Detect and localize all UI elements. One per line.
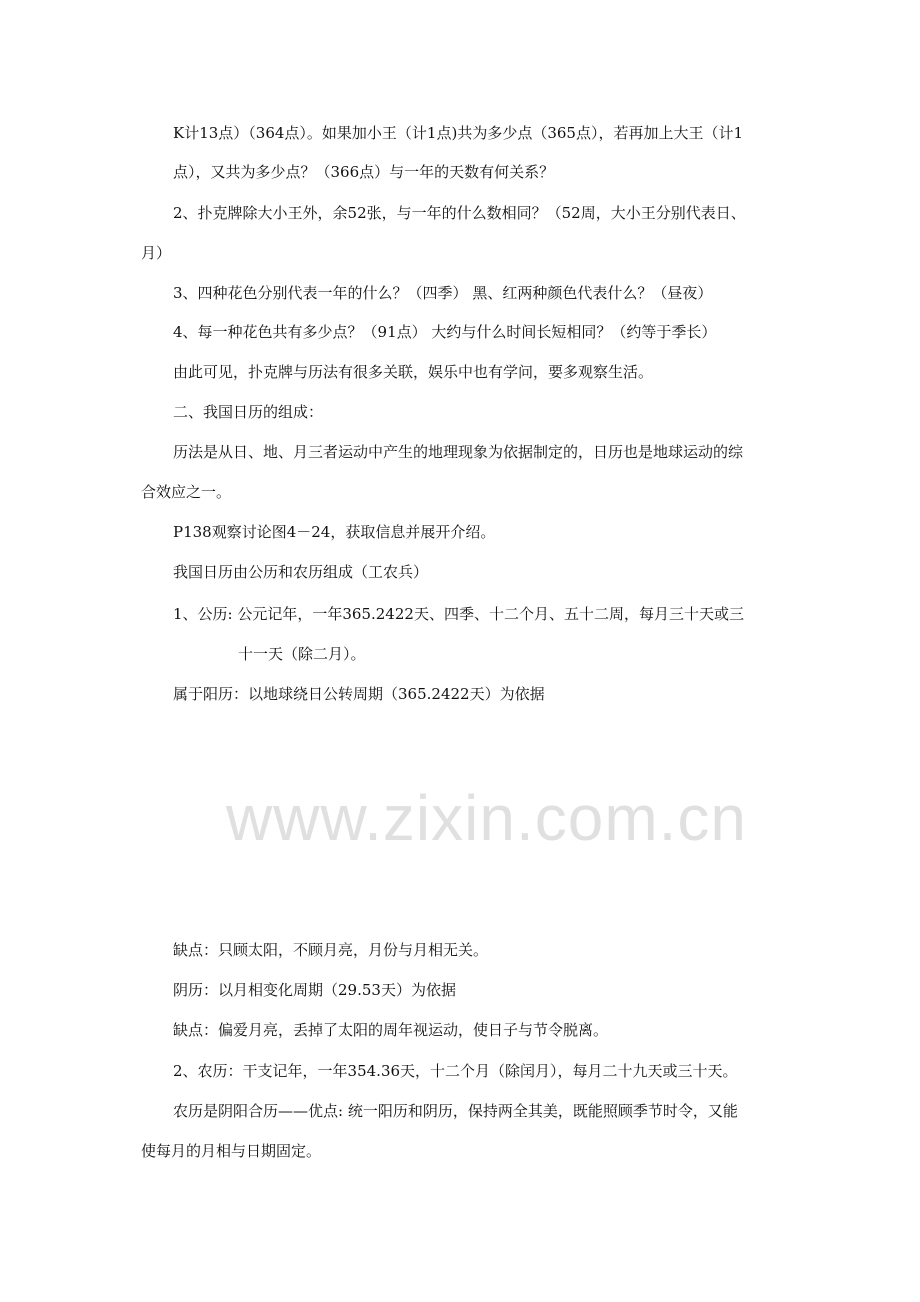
paragraph-line: 属于阳历：以地球绕日公转周期（365.2422天）为依据 xyxy=(173,685,545,703)
paragraph-line: 缺点：偏爱月亮，丢掉了太阳的周年视运动，使日子与节令脱离。 xyxy=(173,1021,609,1039)
watermark: www.zixin.com.cn xyxy=(226,782,747,854)
paragraph-line: 十一天（除二月）。 xyxy=(238,645,366,663)
paragraph-line: 由此可见，扑克牌与历法有很多关联，娱乐中也有学问，要多观察生活。 xyxy=(173,363,654,381)
paragraph-line: 使每月的月相与日期固定。 xyxy=(141,1142,322,1160)
paragraph-line: 3、四种花色分别代表一年的什么？（四季） 黑、红两种颜色代表什么？（昼夜） xyxy=(173,284,713,302)
paragraph-line: K计13点）（364点）。如果加小王（计1点)共为多少点（365点），若再加上大王（计1 xyxy=(173,124,743,142)
paragraph-line: 阴历：以月相变化周期（29.53天）为依据 xyxy=(173,981,456,999)
paragraph-line: 历法是从日、地、月三者运动中产生的地理现象为依据制定的，日历也是地球运动的综 xyxy=(173,443,744,461)
section-heading: 二、我国日历的组成： xyxy=(173,403,324,421)
paragraph-line: 2、农历：干支记年，一年354.36天，十二个月（除闰月），每月二十九天或三十天。 xyxy=(173,1062,738,1080)
paragraph-line: 2、扑克牌除大小王外，余52张，与一年的什么数相同？（52周，大小王分别代表日、 xyxy=(173,204,746,222)
paragraph-line: 点），又共为多少点？（366点）与一年的天数有何关系？ xyxy=(173,163,555,181)
paragraph-line: 4、每一种花色共有多少点？（91点） 大约与什么时间长短相同？（约等于季长） xyxy=(173,323,717,341)
paragraph-line: 月） xyxy=(141,244,172,262)
paragraph-line: 合效应之一。 xyxy=(141,483,232,501)
paragraph-line: 我国日历由公历和农历组成（工农兵） xyxy=(173,563,429,581)
paragraph-line: 缺点：只顾太阳，不顾月亮，月份与月相无关。 xyxy=(173,941,489,959)
paragraph-line: 农历是阴阳合历——优点: 统一阳历和阴历，保持两全其美，既能照顾季节时令，又能 xyxy=(173,1102,738,1120)
paragraph-line: 1、公历: 公元记年，一年365.2422天、四季、十二个月、五十二周，每月三十天或三 xyxy=(173,605,744,623)
paragraph-line: P138观察讨论图4－24，获取信息并展开介绍。 xyxy=(173,523,496,541)
